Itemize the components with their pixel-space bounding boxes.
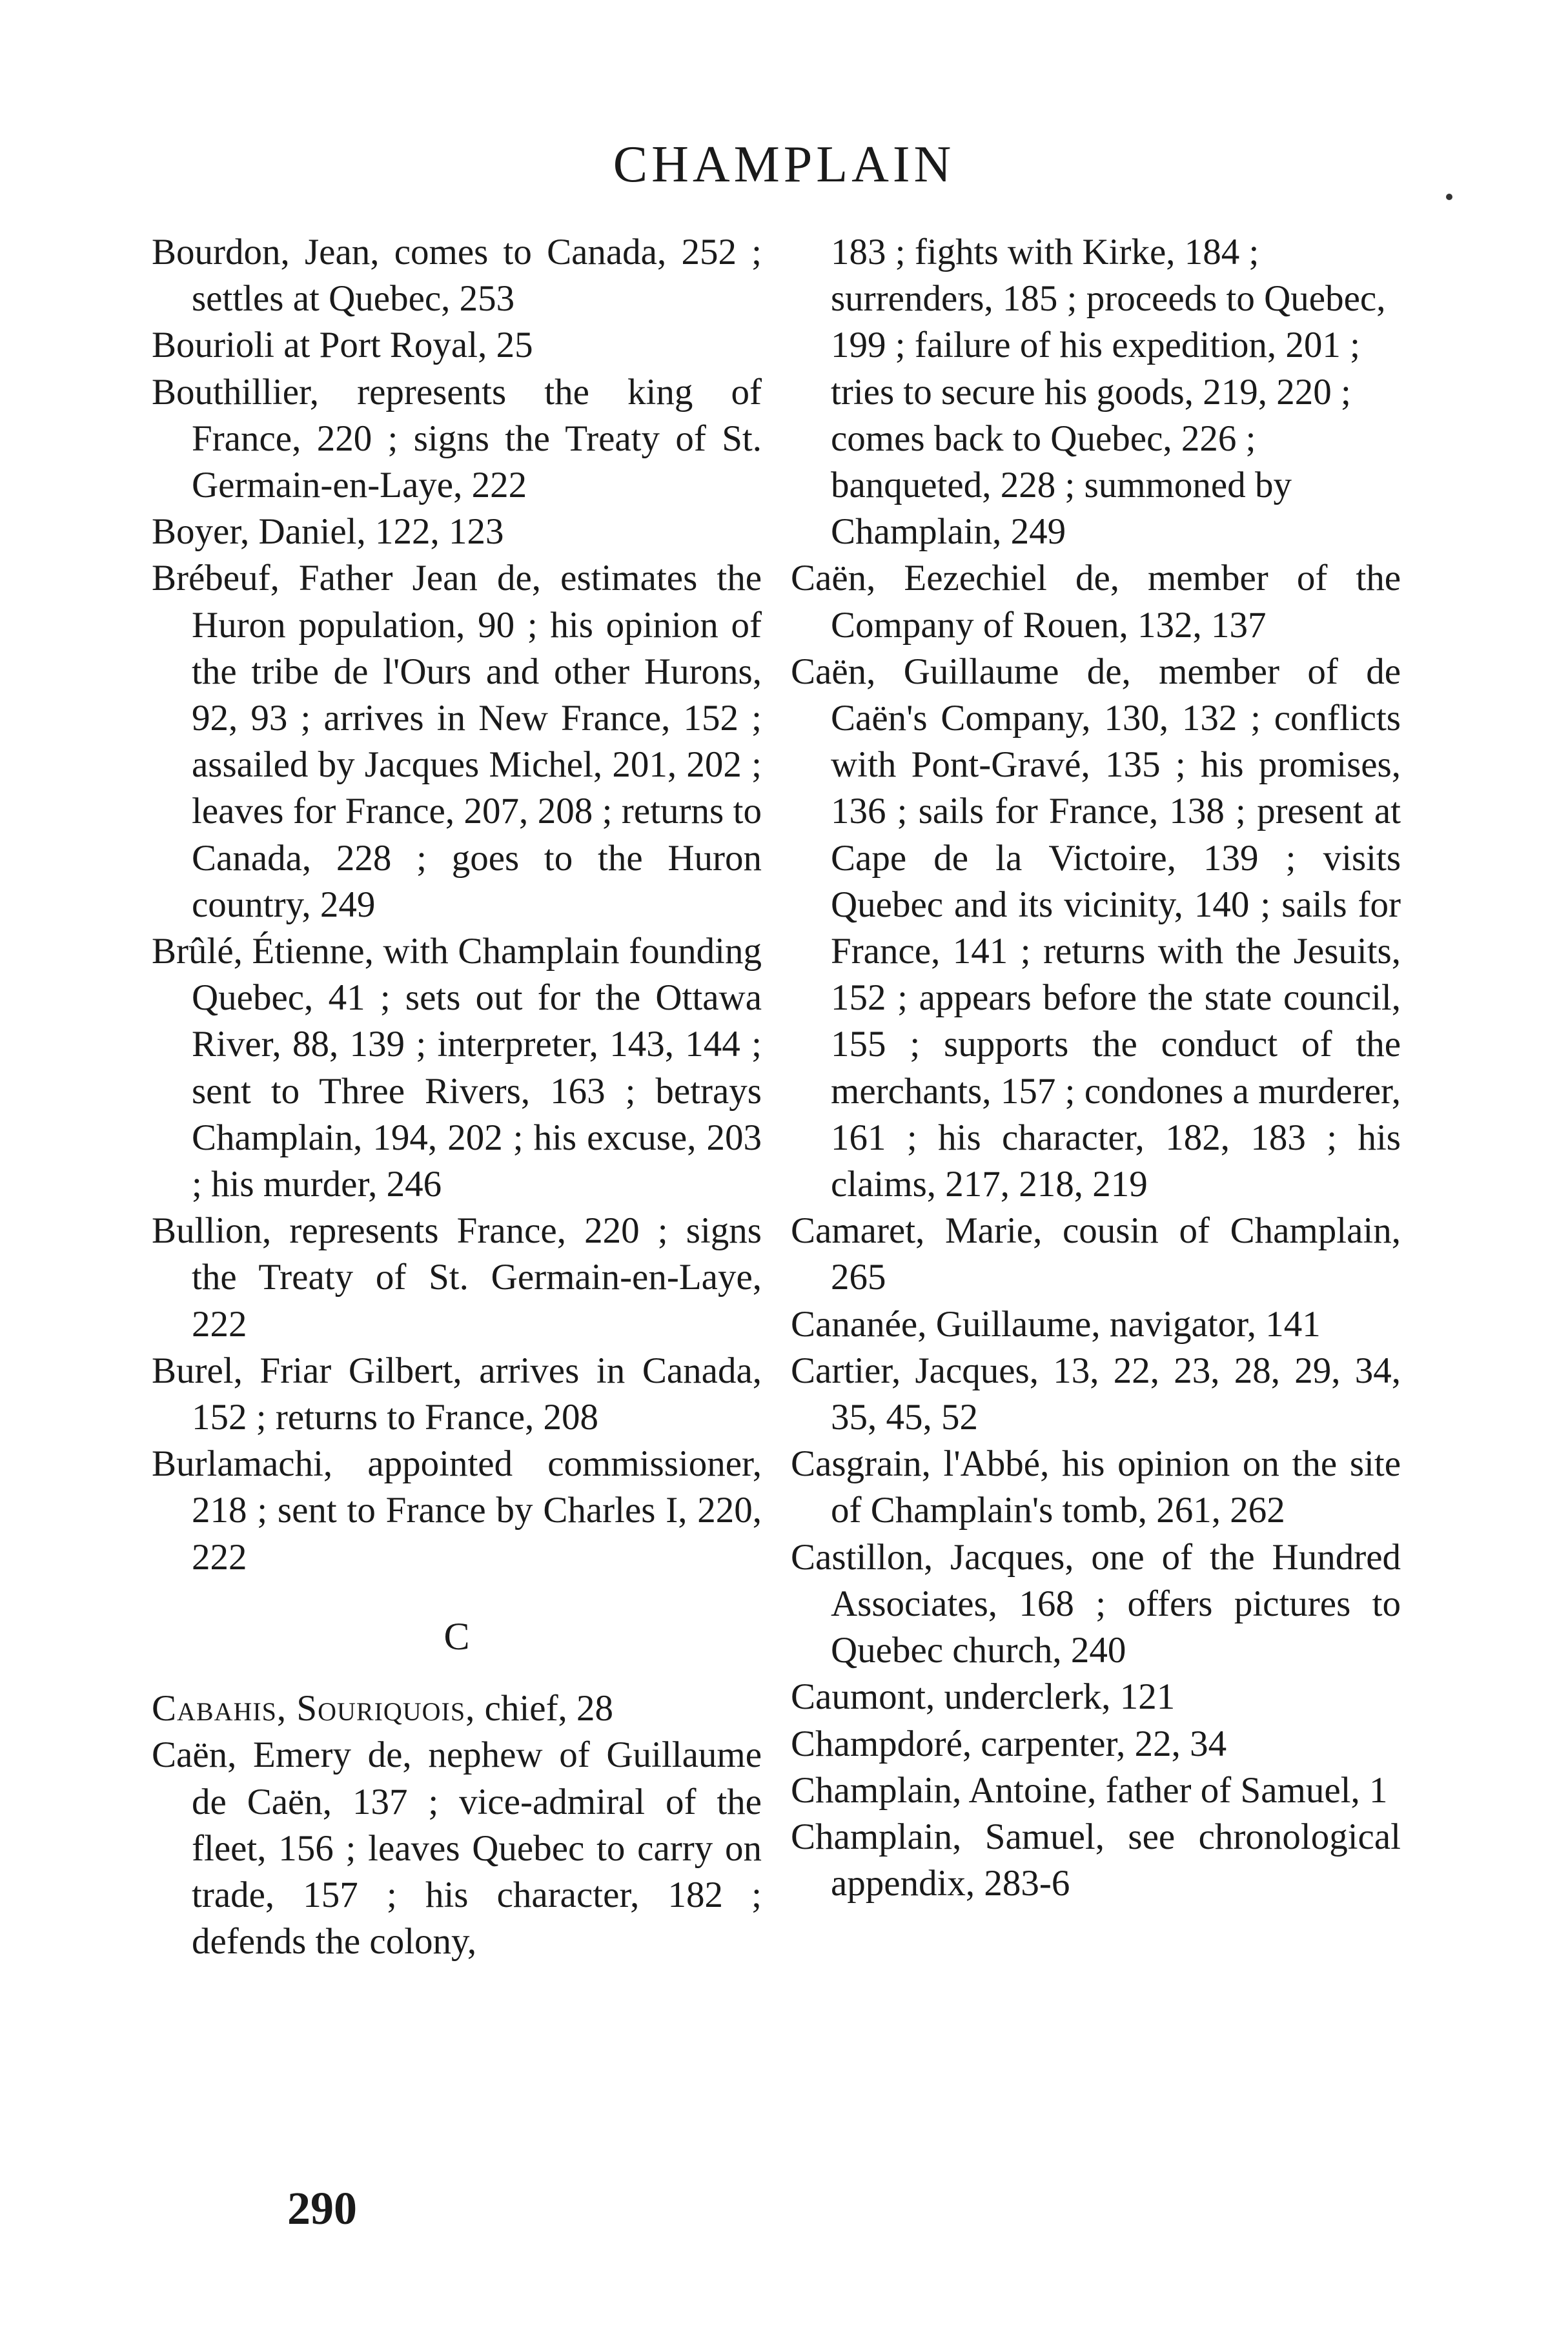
index-entry-brule: Brûlé, Étienne, with Champlain founding Quebec, 41 ; sets out for the Ottawa River, 88, 139 ; interpreter, 143, 144 ; sent to Three Rivers, 163 ; betrays Champlain, 194, 202 ; his excuse, 203 ; his murder, 246 <box>152 931 762 1205</box>
index-entry-bullion: Bullion, represents France, 220 ; signs the Treaty of St. Germain-en-Laye, 222 <box>152 1210 762 1345</box>
index-entry-brebeuf: Brébeuf, Father Jean de, estimates the Huron population, 90 ; his opinion of the tribe de l'Ours and other Hurons, 92, 93 ; arrives in New France, 152 ; assailed by Jacques Michel, 201, 202 ; leaves for France, 207, 208 ; returns to Canada, 228 ; goes to the Huron country, 249 <box>152 558 762 925</box>
running-head: CHAMPLAIN <box>613 136 955 193</box>
index-entry-caen-guillaume: Caën, Guillaume de, member of de Caën's Company, 130, 132 ; conflicts with Pont-Gravé, 135 ; his promises, 136 ; sails for France, 138 ; present at Cape de la Victoire, 139 ; visits Quebec and its vicinity, 140 ; sails for France, 141 ; returns with the Jesuits, 152 ; appears before the state council, 155 ; supports the conduct of the merchants, 157 ; condones a murderer, 161 ; his character, 182, 183 ; his claims, 217, 218, 219 <box>791 651 1401 1205</box>
index-entry-burel: Burel, Friar Gilbert, arrives in Canada, 152 ; returns to France, 208 <box>152 1350 762 1438</box>
index-entry-cartier: Cartier, Jacques, 13, 22, 23, 28, 29, 34, 35, 45, 52 <box>791 1350 1401 1438</box>
index-entry-caen-eezechiel: Caën, Eezechiel de, member of the Company of Rouen, 132, 137 <box>791 558 1401 646</box>
index-entry-casgrain: Casgrain, l'Abbé, his opinion on the site of Champlain's tomb, 261, 262 <box>791 1443 1401 1531</box>
index-entry-bouthillier: Bouthillier, represents the king of France, 220 ; signs the Treaty of St. Germain-en-Laye, 222 <box>152 371 762 506</box>
entry-text: chief, 28 <box>475 1688 614 1729</box>
entry-headword: Cabahis, Souriquois, <box>152 1688 476 1729</box>
index-entry-bourioli: Bourioli at Port Royal, 25 <box>152 325 533 366</box>
index-entry-burlamachi: Burlamachi, appointed commissioner, 218 ; sent to France by Charles I, 220, 222 <box>152 1443 762 1578</box>
index-entry-boyer: Boyer, Daniel, 122, 123 <box>152 511 504 553</box>
index-entry-cananee: Cananée, Guillaume, navigator, 141 <box>791 1303 1321 1345</box>
right-column <box>791 229 1401 1907</box>
margin-mark <box>1446 194 1452 200</box>
index-entry-caen-emery: Caën, Emery de, nephew of Guillaume de Caën, 137 ; vice-admiral of the fleet, 156 ; leaves Quebec to carry on trade, 157 ; his character, 182 ; defends the colony, <box>152 1735 762 1962</box>
index-entry-champlain-samuel: Champlain, Samuel, see chronological appendix, 283-6 <box>791 1816 1401 1904</box>
index-entry-castillon: Castillon, Jacques, one of the Hundred Associates, 168 ; offers pictures to Quebec church, 240 <box>791 1536 1401 1671</box>
section-letter: C <box>443 1614 470 1658</box>
index-entry-caumont: Caumont, underclerk, 121 <box>791 1676 1176 1718</box>
index-entry-champlain-antoine: Champlain, Antoine, father of Samuel, 1 <box>791 1769 1388 1811</box>
page-number: 290 <box>287 2183 357 2234</box>
index-entry-bourdon: Bourdon, Jean, comes to Canada, 252 ; settles at Quebec, 253 <box>152 232 762 320</box>
index-entry-cabahis <box>152 1685 762 1732</box>
index-entry-continuation: 183 ; fights with Kirke, 184 ; surrenders, 185 ; proceeds to Quebec, 199 ; failure of his expedition, 201 ; tries to secure his goods, 219, 220 ; comes back to Quebec, 226 ; banqueted, 228 ; summoned by Champlain, 249 <box>831 232 1386 553</box>
index-entry-champdore: Champdoré, carpenter, 22, 34 <box>791 1723 1227 1764</box>
index-entry-camaret: Camaret, Marie, cousin of Champlain, 265 <box>791 1210 1401 1298</box>
left-column <box>152 229 762 1965</box>
